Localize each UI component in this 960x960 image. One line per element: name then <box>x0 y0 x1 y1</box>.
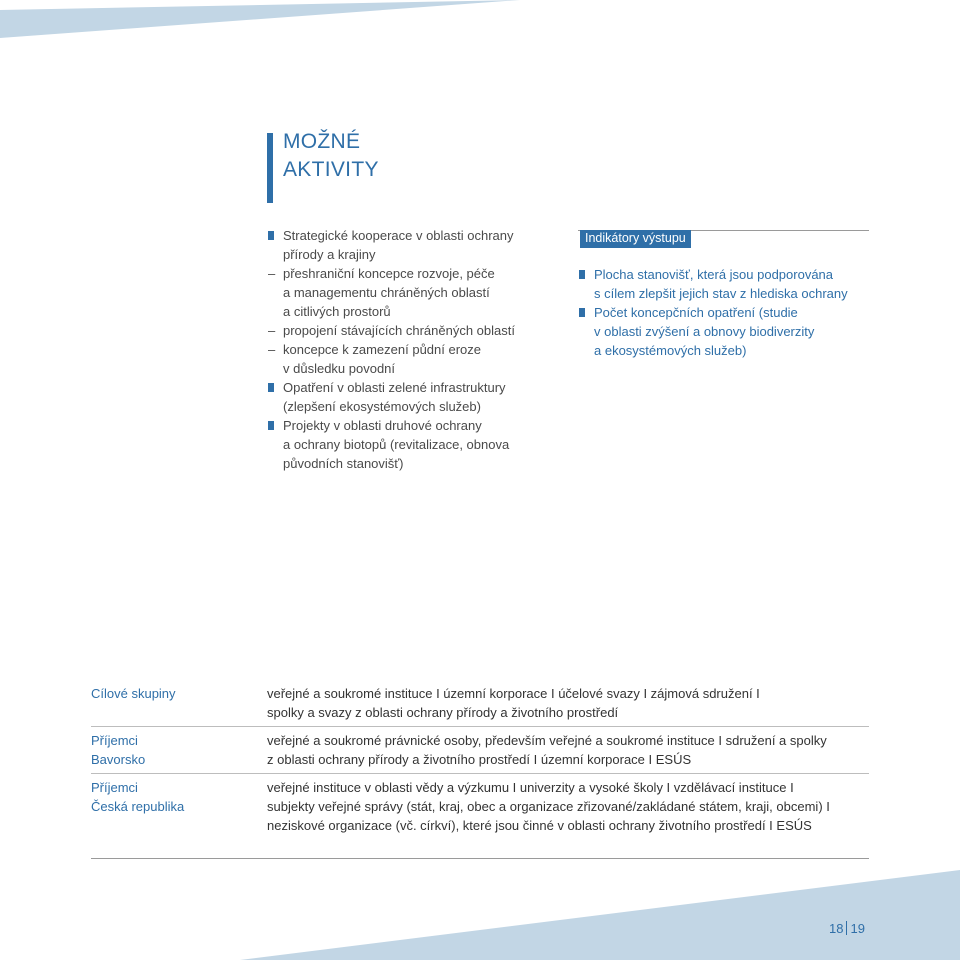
activity-line: v důsledku povodní <box>283 361 396 376</box>
activity-item <box>268 340 558 378</box>
activity-line: Projekty v oblasti druhové ochrany <box>283 418 482 433</box>
row-value <box>267 731 869 769</box>
indicator-line: a ekosystémových služeb) <box>594 343 747 358</box>
activity-line: přeshraniční koncepce rozvoje, péče <box>283 266 495 281</box>
indicators-heading: Indikátory výstupu <box>580 230 691 248</box>
page-separator <box>846 921 847 935</box>
row-value <box>267 778 869 835</box>
row-label-line: Česká republika <box>91 799 185 814</box>
indicator-line: s cílem zlepšit jejich stav z hlediska ochrany <box>594 286 848 301</box>
indicators-list <box>579 265 879 360</box>
activity-item <box>268 378 558 416</box>
activity-line: přírody a krajiny <box>283 247 376 262</box>
square-bullet-icon <box>268 421 274 430</box>
square-bullet-icon <box>579 270 585 279</box>
dash-bullet-icon: – <box>268 323 276 338</box>
dash-bullet-icon: – <box>268 266 276 281</box>
table-bottom-rule <box>91 858 869 859</box>
table-row <box>91 774 869 839</box>
activity-line: a citlivých prostorů <box>283 304 391 319</box>
row-value <box>267 684 869 722</box>
activity-line: a ochrany biotopů (revitalizace, obnova <box>283 437 510 452</box>
row-value-line: z oblasti ochrany přírody a životního prostředí I územní korporace I ESÚS <box>267 752 692 767</box>
row-value-line: veřejné a soukromé právnické osoby, především veřejné a soukromé instituce I sdružení a spolky <box>267 733 827 748</box>
row-label-line: Příjemci <box>91 780 138 795</box>
activities-list <box>268 226 558 473</box>
title-accent-bar <box>267 133 273 203</box>
row-value-line: veřejné a soukromé instituce I územní korporace I účelové svazy I zájmová sdružení I <box>267 686 760 701</box>
indicator-item <box>579 265 879 303</box>
bottom-decor-band <box>0 870 960 960</box>
page-number-right: 19 <box>850 921 865 936</box>
row-value-line: subjekty veřejné správy (stát, kraj, obec a organizace zřizované/zakládané státem, kraji, obcemi) I <box>267 799 830 814</box>
activity-line: Strategické kooperace v oblasti ochrany <box>283 228 514 243</box>
activity-item <box>268 416 558 473</box>
activity-item <box>268 264 558 321</box>
target-groups-table <box>91 680 869 839</box>
row-label-line: Příjemci <box>91 733 138 748</box>
table-row <box>91 680 869 726</box>
page-number-left: 18 <box>829 921 844 936</box>
indicator-line: v oblasti zvýšení a obnovy biodiverzity <box>594 324 815 339</box>
activity-line: Opatření v oblasti zelené infrastruktury <box>283 380 506 395</box>
activity-item <box>268 321 558 340</box>
indicator-line: Počet koncepčních opatření (studie <box>594 305 798 320</box>
row-label <box>91 731 251 769</box>
square-bullet-icon <box>579 308 585 317</box>
row-label <box>91 684 251 703</box>
title-line-1: MOŽNÉ <box>283 130 361 153</box>
row-label-line: Cílové skupiny <box>91 686 176 701</box>
top-decor-band <box>0 0 960 40</box>
activity-line: (zlepšení ekosystémových služeb) <box>283 399 481 414</box>
activity-item <box>268 226 558 264</box>
row-value-line: veřejné instituce v oblasti vědy a výzkumu I univerzity a vysoké školy I vzdělávací instituce I <box>267 780 794 795</box>
square-bullet-icon <box>268 383 274 392</box>
indicator-item <box>579 303 879 360</box>
row-label <box>91 778 251 816</box>
row-label-line: Bavorsko <box>91 752 146 767</box>
table-row <box>91 727 869 773</box>
row-value-line: neziskové organizace (vč. církví), které jsou činné v oblasti ochrany životního prostředí I ESÚS <box>267 818 812 833</box>
activity-line: koncepce k zamezení půdní eroze <box>283 342 482 357</box>
activity-line: propojení stávajících chráněných oblastí <box>283 323 515 338</box>
activity-line: původních stanovišť) <box>283 456 404 471</box>
indicator-line: Plocha stanovišť, která jsou podporována <box>594 267 834 282</box>
title-line-2: AKTIVITY <box>283 158 379 181</box>
row-value-line: spolky a svazy z oblasti ochrany přírody a životního prostředí <box>267 705 619 720</box>
activity-line: a managementu chráněných oblastí <box>283 285 490 300</box>
dash-bullet-icon: – <box>268 342 276 357</box>
square-bullet-icon <box>268 231 274 240</box>
page-title <box>283 128 379 184</box>
page-numbers <box>829 921 865 936</box>
